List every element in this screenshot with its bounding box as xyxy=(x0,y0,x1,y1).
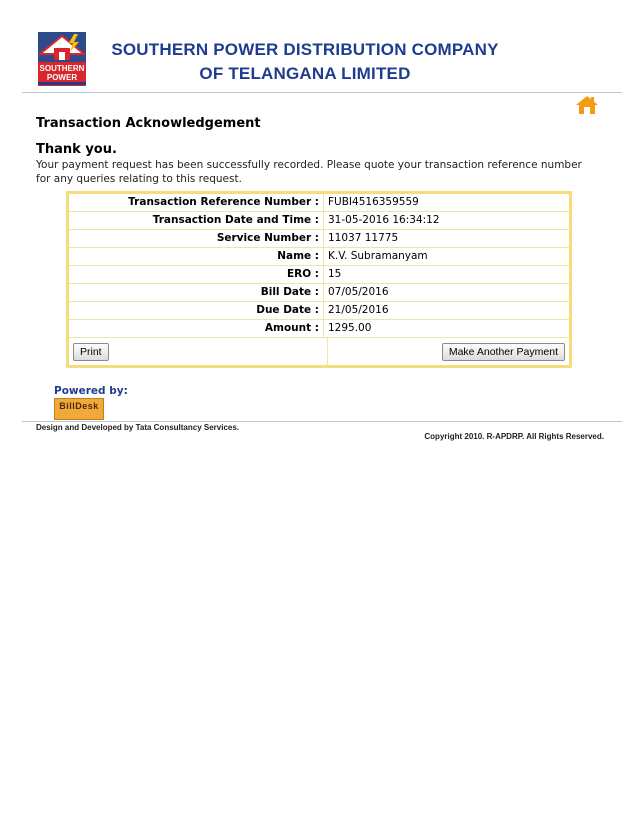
house-power-logo xyxy=(34,30,90,90)
table-row xyxy=(69,302,569,320)
designed-by-text: Design and Developed by Tata Consultancy Services. xyxy=(36,423,240,432)
logo-text-southern: SOUTHERN xyxy=(39,64,85,73)
ero-value: 15 xyxy=(324,266,569,283)
print-button[interactable]: Print xyxy=(73,343,109,361)
transaction-details-table xyxy=(66,191,572,368)
make-another-payment-button[interactable]: Make Another Payment xyxy=(442,343,565,361)
table-row xyxy=(69,230,569,248)
actions-right xyxy=(328,338,569,365)
row-label: Due Date : xyxy=(69,302,324,319)
row-label: ERO : xyxy=(69,266,324,283)
amount: 1295.00 xyxy=(324,320,569,337)
company-name xyxy=(110,38,500,86)
billdesk-logo-text: BillDesk xyxy=(59,401,99,411)
table-row xyxy=(69,212,569,230)
header-divider xyxy=(22,92,622,93)
powered-by-label: Powered by: xyxy=(54,385,128,397)
row-label: Service Number : xyxy=(69,230,324,247)
table-row xyxy=(69,266,569,284)
confirmation-message: Your payment request has been successfully recorded. Please quote your transaction reference number for any queries relating to this request. xyxy=(36,159,582,185)
thank-you-heading: Thank you. xyxy=(36,142,117,157)
table-row xyxy=(69,248,569,266)
row-label: Amount : xyxy=(69,320,324,337)
company-name-line-1: SOUTHERN POWER DISTRIBUTION COMPANY xyxy=(111,40,499,59)
table-row xyxy=(69,320,569,338)
row-label: Transaction Reference Number : xyxy=(69,194,324,211)
transaction-reference-number: FUBI4516359559 xyxy=(324,194,569,211)
page-title: Transaction Acknowledgement xyxy=(36,116,261,131)
page-header xyxy=(0,0,638,92)
service-number: 11037 11775 xyxy=(324,230,569,247)
table-actions-row xyxy=(69,338,569,365)
bill-date: 07/05/2016 xyxy=(324,284,569,301)
customer-name: K.V. Subramanyam xyxy=(324,248,569,265)
table-row xyxy=(69,194,569,212)
due-date: 21/05/2016 xyxy=(324,302,569,319)
table-row xyxy=(69,284,569,302)
home-icon[interactable] xyxy=(574,94,600,116)
transaction-date-time: 31-05-2016 16:34:12 xyxy=(324,212,569,229)
row-label: Bill Date : xyxy=(69,284,324,301)
row-label: Name : xyxy=(69,248,324,265)
actions-left xyxy=(69,338,328,365)
billdesk-logo xyxy=(54,398,104,420)
company-name-line-2: OF TELANGANA LIMITED xyxy=(199,64,411,83)
copyright-text: Copyright 2010. R-APDRP. All Rights Reserved. xyxy=(424,432,604,441)
row-label: Transaction Date and Time : xyxy=(69,212,324,229)
footer-divider xyxy=(22,421,622,422)
logo-text-power: POWER xyxy=(46,73,78,82)
